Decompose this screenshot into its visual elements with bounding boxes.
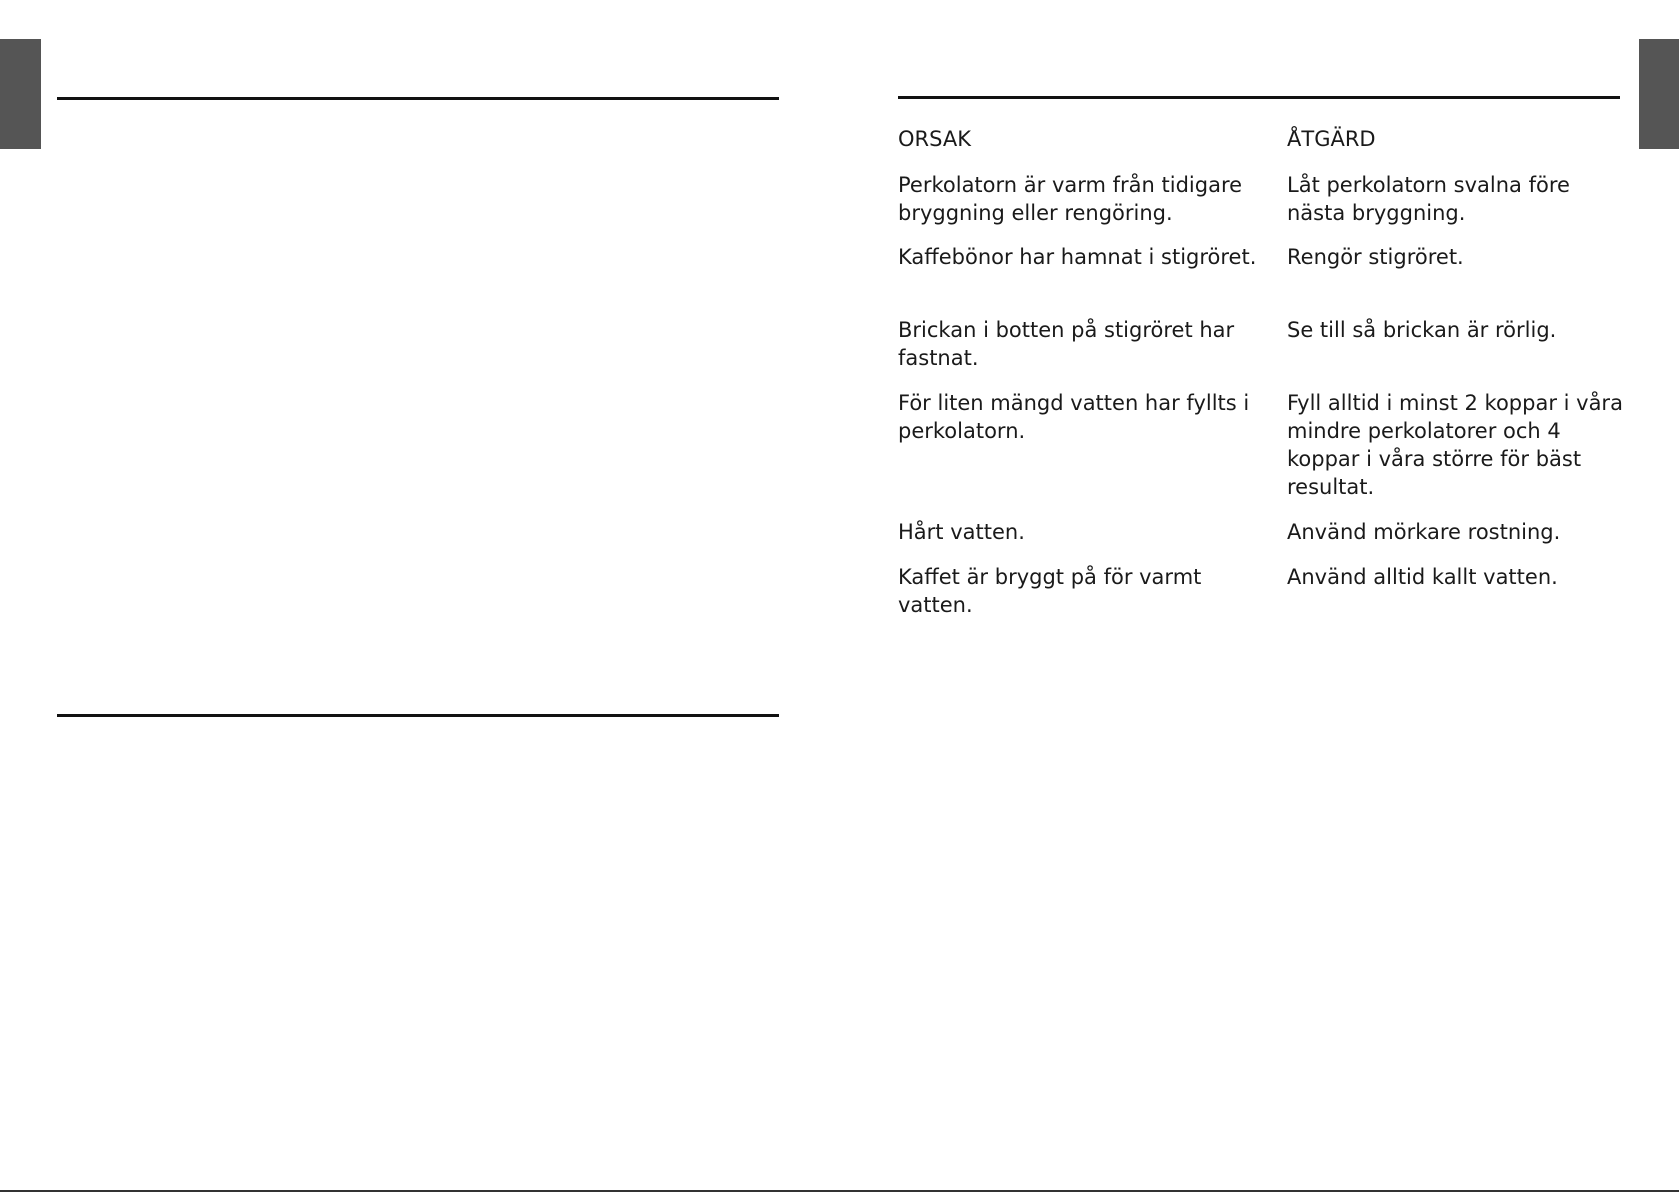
cause-cell-4: För liten mängd vatten har fyllts i perkolatorn. [898,391,1250,443]
cause-cell-6: Kaffet är bryggt på för varmt vatten. [898,565,1202,617]
cause-column-header: ORSAK [898,127,971,151]
left-page-top-rule [57,97,779,100]
cause-cell-3: Brickan i botten på stigröret har fastnat. [898,318,1235,370]
cause-cell-5: Hårt vatten. [898,520,1025,544]
remedy-cell-5: Använd mörkare rostning. [1287,520,1561,544]
cause-cell-1: Perkolatorn är varm från tidigare bryggning eller rengöring. [898,173,1243,225]
cause-cell-2: Kaffebönor har hamnat i stigröret. [898,245,1257,269]
remedy-cell-4: Fyll alltid i minst 2 koppar i våra mindre perkolatorer och 4 koppar i våra större för bäst resultat. [1287,391,1623,499]
remedy-cell-1: Låt perkolatorn svalna före nästa bryggning. [1287,173,1570,225]
page-tab-marker-left [0,39,41,149]
right-page-top-rule [898,96,1620,99]
remedy-cell-6: Använd alltid kallt vatten. [1287,565,1558,589]
left-page-bottom-rule [57,714,779,717]
remedy-cell-2: Rengör stigröret. [1287,245,1464,269]
remedy-column-header: ÅTGÄRD [1287,127,1376,151]
remedy-cell-3: Se till så brickan är rörlig. [1287,318,1557,342]
page-tab-marker-right [1639,39,1679,149]
